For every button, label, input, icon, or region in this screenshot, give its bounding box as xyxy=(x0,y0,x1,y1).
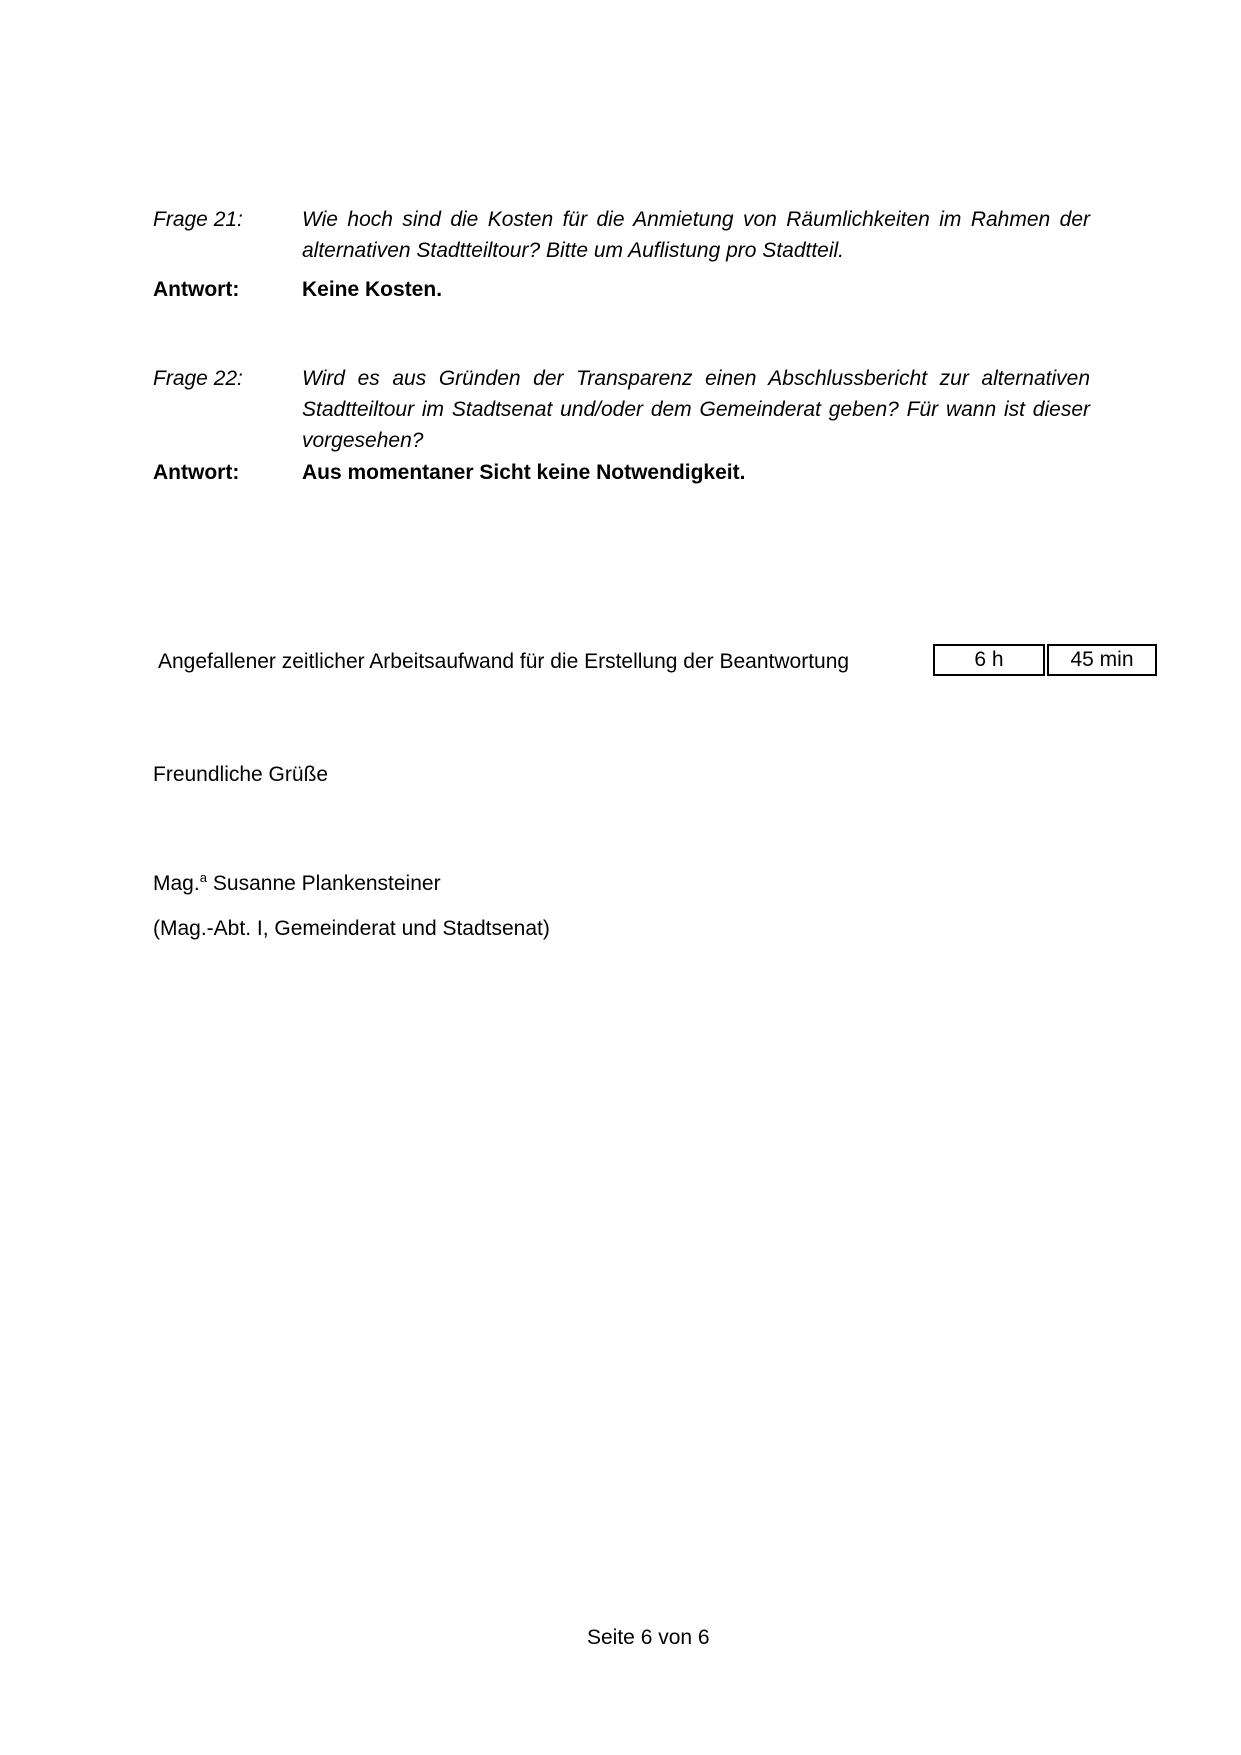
answer-text-frage-21: Keine Kosten. xyxy=(302,278,443,301)
effort-hours-cell xyxy=(933,644,1045,676)
page-footer: Seite 6 von 6 xyxy=(587,1626,710,1649)
question-line: Wie hoch sind die Kosten für die Anmietung von Räumlichkeiten im Rahmen der xyxy=(302,208,1090,231)
question-line: vorgesehen? xyxy=(302,429,424,452)
signer-department: (Mag.-Abt. I, Gemeinderat und Stadtsenat) xyxy=(153,917,550,940)
question-line: Stadtteiltour im Stadtsenat und/oder dem Gemeinderat geben? Für wann ist dieser xyxy=(302,398,1090,421)
question-line: alternativen Stadtteiltour? Bitte um Auflistung pro Stadtteil. xyxy=(302,239,845,262)
effort-minutes-value: 45 min xyxy=(1070,648,1134,671)
question-label-frage-21: Frage 21: xyxy=(153,208,243,231)
answer-label-frage-22: Antwort: xyxy=(153,461,240,484)
signer-name: Susanne Plankensteiner xyxy=(212,872,441,895)
effort-hours-value: 6 h xyxy=(974,648,1004,671)
answer-label-frage-21: Antwort: xyxy=(153,278,240,301)
question-label-frage-22: Frage 22: xyxy=(153,367,243,390)
effort-minutes-cell xyxy=(1047,644,1157,676)
answer-text-frage-22: Aus momentaner Sicht keine Notwendigkeit. xyxy=(302,461,746,484)
signer-title: Mag. xyxy=(153,872,200,895)
question-text-frage-22 xyxy=(302,363,1090,456)
effort-label: Angefallener zeitlicher Arbeitsaufwand für die Erstellung der Beantwortung xyxy=(158,650,850,673)
question-text-frage-21 xyxy=(302,204,1090,266)
closing-greeting: Freundliche Grüße xyxy=(153,763,329,786)
question-line: Wird es aus Gründen der Transparenz einen Abschlussbericht zur alternativen xyxy=(302,367,1090,390)
signer-title-superscript: a xyxy=(199,870,207,885)
signer-line xyxy=(153,868,441,899)
